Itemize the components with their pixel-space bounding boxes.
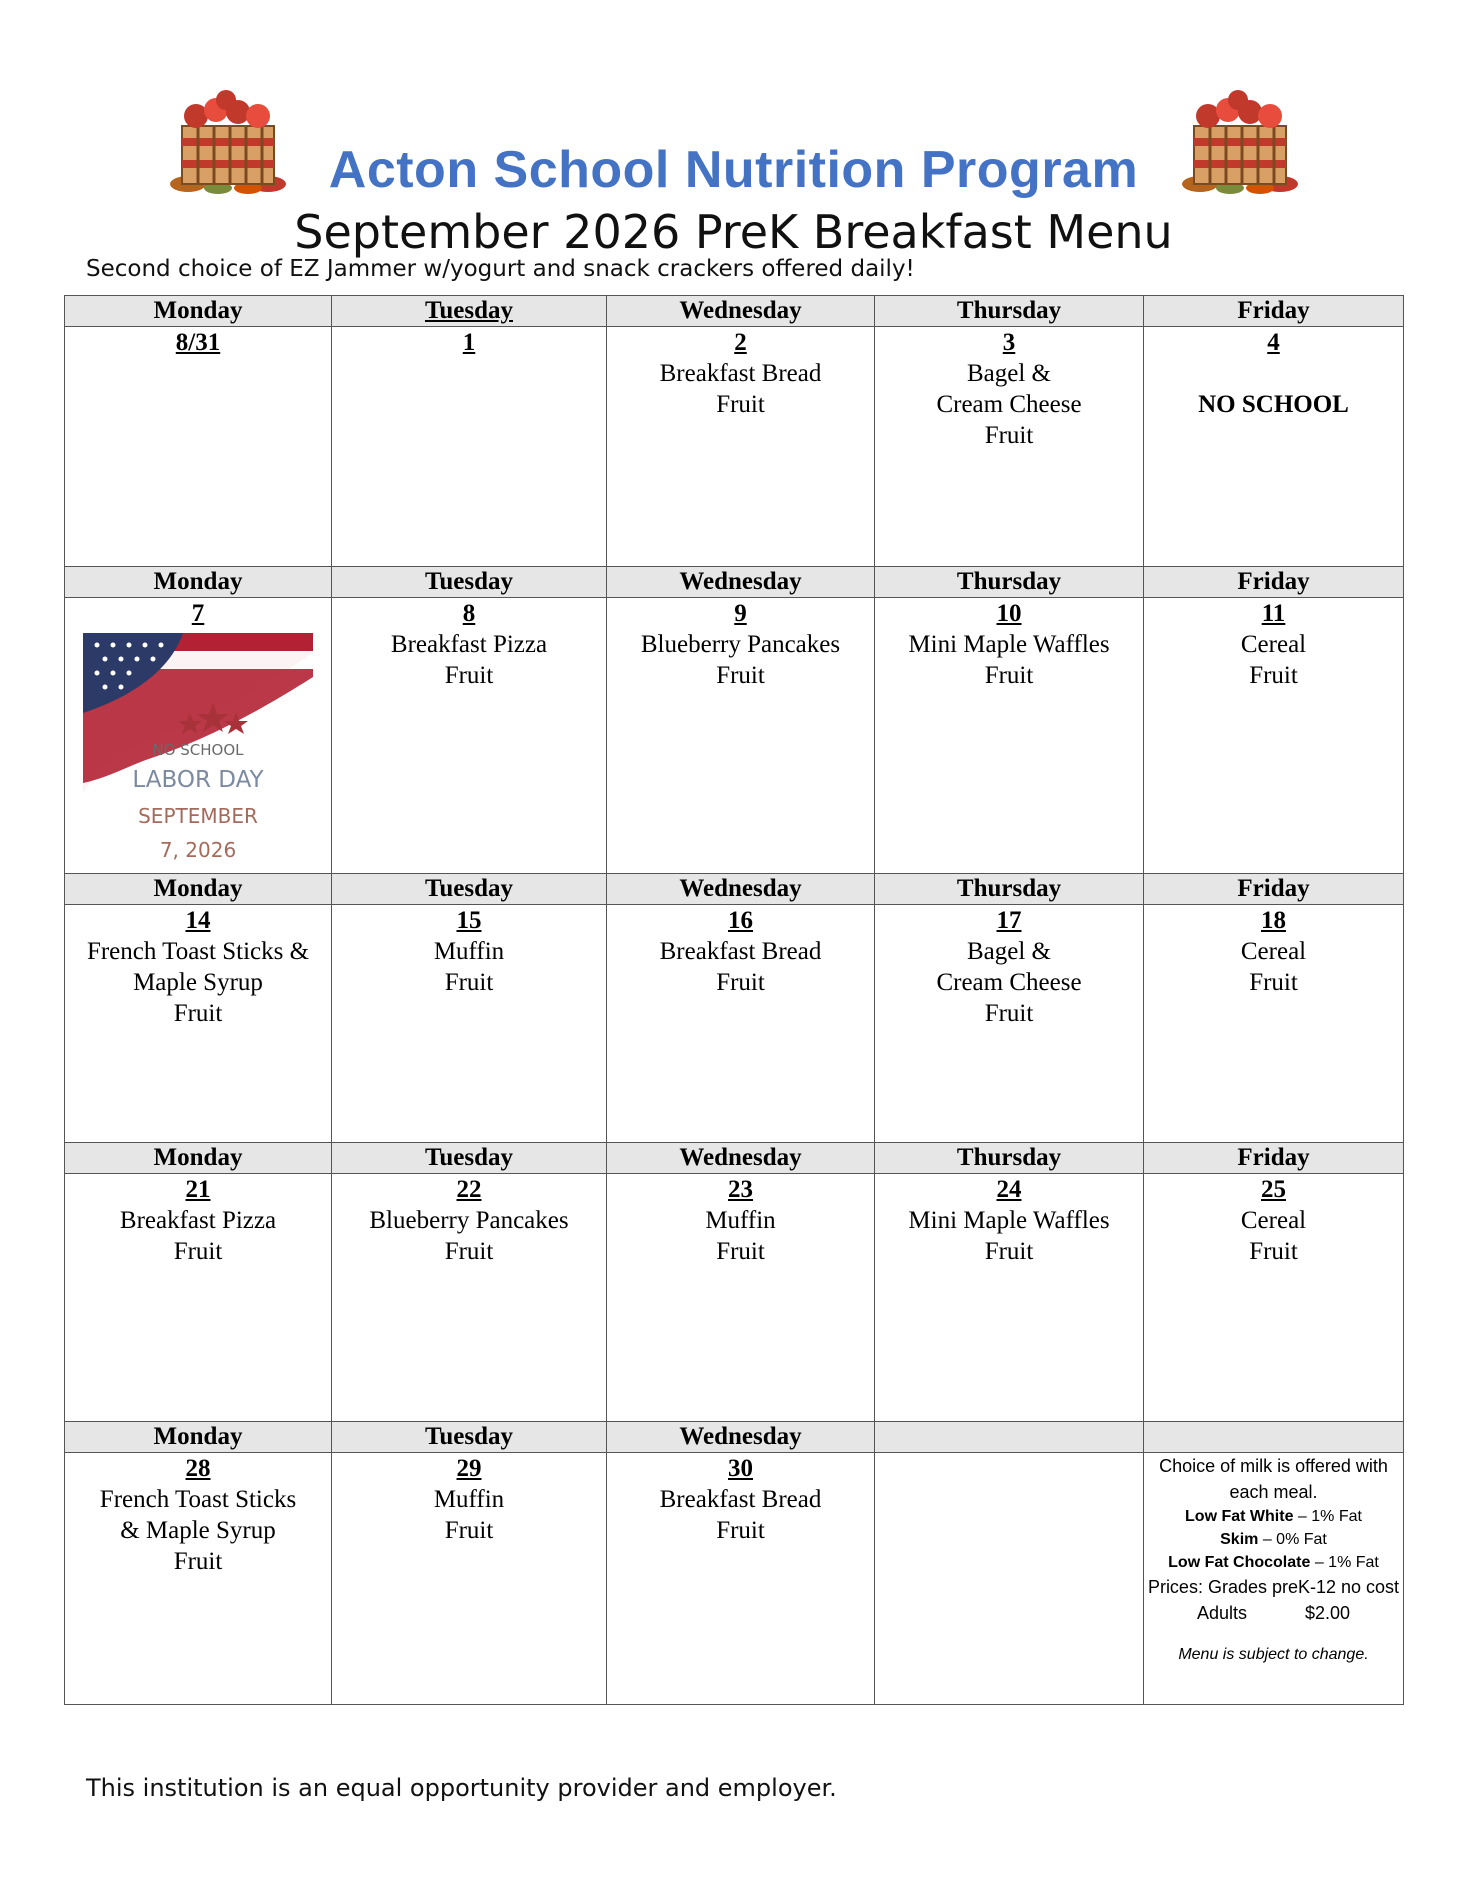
day-cell [1144, 327, 1404, 567]
menu-item: Breakfast Bread [659, 1486, 822, 1513]
menu-item: Muffin [433, 1486, 505, 1513]
week-header-row [65, 296, 1404, 327]
menu-item: Maple Syrup [133, 969, 263, 996]
day-header: Tuesday [332, 1422, 607, 1453]
day-cell [332, 1453, 607, 1705]
day-cell [607, 905, 875, 1143]
day-cell [1144, 1174, 1404, 1422]
menu-item: Muffin [433, 938, 505, 965]
day-cell [65, 1453, 332, 1705]
menu-item: Fruit [1249, 969, 1298, 996]
prices-text: Prices: Grades preK-12 no cost [1147, 1577, 1400, 1597]
week-row [65, 1453, 1404, 1705]
day-cell [875, 598, 1144, 874]
menu-item: Fruit [1249, 662, 1298, 689]
menu-item: Mini Maple Waffles [908, 631, 1110, 658]
week-header-row [65, 567, 1404, 598]
milk-option: Low Fat White – 1% Fat [1185, 1508, 1362, 1525]
menu-item: Cream Cheese [936, 969, 1082, 996]
menu-item: Breakfast Pizza [119, 1207, 277, 1234]
flag-text-labor-day: LABOR DAY [132, 767, 264, 793]
flag-text-no-school: NO SCHOOL [152, 741, 244, 759]
menu-item: Cereal [1240, 631, 1307, 658]
menu-item: Bagel & [966, 360, 1051, 387]
menu-item: Fruit [444, 662, 494, 689]
menu-item: Fruit [1249, 1238, 1298, 1265]
date-number: 16 [728, 907, 753, 934]
date-number: 22 [456, 1176, 482, 1203]
day-header: Wednesday [607, 567, 875, 598]
day-cell [607, 598, 875, 874]
day-header: Tuesday [332, 874, 607, 905]
date-number: 10 [996, 600, 1022, 627]
date-number: 29 [456, 1455, 482, 1482]
menu-item: Fruit [173, 1238, 223, 1265]
menu-item: Fruit [444, 1238, 494, 1265]
week-header-row [65, 1422, 1404, 1453]
date-number: 11 [1261, 600, 1286, 627]
labor-day-image [83, 633, 313, 873]
day-header: Thursday [875, 1143, 1144, 1174]
week-header-row [65, 874, 1404, 905]
menu-item: Fruit [716, 662, 765, 689]
day-cell [65, 327, 332, 567]
day-header: Monday [65, 567, 332, 598]
day-cell [65, 1174, 332, 1422]
day-header: Thursday [875, 567, 1144, 598]
menu-item: French Toast Sticks & [86, 938, 310, 965]
day-cell [332, 598, 607, 874]
menu-item: Fruit [444, 1517, 494, 1544]
day-cell [1144, 905, 1404, 1143]
date-number: 3 [1002, 329, 1016, 356]
flag-text-date: 7, 2026 [159, 838, 237, 862]
day-header: Wednesday [607, 1143, 875, 1174]
day-header: Tuesday [332, 296, 607, 327]
day-header: Friday [1144, 874, 1404, 905]
equal-opportunity-footer: This institution is an equal opportunity provider and employer. [86, 1774, 837, 1802]
menu-item: French Toast Sticks [99, 1486, 297, 1513]
menu-item: Cereal [1240, 1207, 1307, 1234]
menu-item: Fruit [984, 662, 1034, 689]
day-cell [65, 598, 332, 874]
menu-item: Fruit [173, 1000, 223, 1027]
day-cell [332, 905, 607, 1143]
day-cell [332, 327, 607, 567]
menu-title: September 2026 PreK Breakfast Menu [294, 205, 1173, 259]
day-cell [607, 1453, 875, 1705]
org-title: Acton School Nutrition Program [328, 141, 1139, 199]
menu-change-note: Menu is subject to change. [1178, 1646, 1369, 1663]
date-number: 8 [462, 600, 476, 627]
milk-option: Low Fat Chocolate – 1% Fat [1168, 1554, 1379, 1571]
day-cell-empty [875, 1453, 1144, 1705]
day-header: Monday [65, 874, 332, 905]
day-header [875, 1422, 1144, 1453]
day-cell [1144, 598, 1404, 874]
day-cell [875, 1174, 1144, 1422]
date-number: 4 [1267, 329, 1280, 356]
week-row [65, 598, 1404, 874]
day-header: Wednesday [607, 1422, 875, 1453]
menu-item: Fruit [173, 1548, 223, 1575]
subtitle: Second choice of EZ Jammer w/yogurt and snack crackers offered daily! [86, 256, 915, 282]
menu-item: Fruit [716, 969, 765, 996]
date-number: 18 [1261, 907, 1286, 934]
date-number: 2 [734, 329, 747, 356]
day-cell [607, 1174, 875, 1422]
day-header: Tuesday [332, 567, 607, 598]
menu-item: & Maple Syrup [120, 1517, 276, 1544]
date-number: 8/31 [175, 329, 221, 356]
date-number: 28 [185, 1455, 211, 1482]
day-header: Wednesday [607, 296, 875, 327]
menu-item: Breakfast Bread [659, 938, 822, 965]
no-school-note: NO SCHOOL [1198, 391, 1349, 418]
menu-item: Fruit [716, 391, 765, 418]
menu-item: Fruit [984, 1000, 1034, 1027]
menu-item: Fruit [716, 1517, 765, 1544]
milk-price-info [1144, 1453, 1404, 1705]
menu-item: Fruit [984, 422, 1034, 449]
day-cell [875, 905, 1144, 1143]
day-header: Friday [1144, 296, 1404, 327]
day-cell [607, 327, 875, 567]
date-number: 25 [1261, 1176, 1286, 1203]
day-header: Thursday [875, 296, 1144, 327]
date-number: 7 [191, 600, 205, 627]
adults-price: Adults $2.00 [1196, 1603, 1351, 1623]
day-header: Wednesday [607, 874, 875, 905]
flag-text-month: SEPTEMBER [138, 804, 258, 828]
menu-item: Fruit [716, 1238, 765, 1265]
menu-item: Muffin [705, 1207, 776, 1234]
date-number: 15 [456, 907, 482, 934]
menu-item: Fruit [984, 1238, 1034, 1265]
date-number: 24 [996, 1176, 1022, 1203]
menu-item: Cream Cheese [936, 391, 1082, 418]
day-cell [332, 1174, 607, 1422]
week-row [65, 1174, 1404, 1422]
day-header: Tuesday [332, 1143, 607, 1174]
menu-item: Blueberry Pancakes [640, 631, 841, 658]
menu-item: Breakfast Bread [659, 360, 822, 387]
menu-item: Bagel & [966, 938, 1051, 965]
day-header: Monday [65, 296, 332, 327]
milk-intro: Choice of milk is offered with each meal. [1159, 1456, 1388, 1502]
menu-item: Fruit [444, 969, 494, 996]
day-header: Friday [1144, 567, 1404, 598]
date-number: 14 [185, 907, 211, 934]
menu-item: Mini Maple Waffles [908, 1207, 1110, 1234]
day-header [1144, 1422, 1404, 1453]
menu-calendar [64, 295, 1404, 1705]
date-number: 30 [728, 1455, 753, 1482]
milk-option: Skim – 0% Fat [1220, 1531, 1327, 1548]
day-header: Thursday [875, 874, 1144, 905]
week-header-row [65, 1143, 1404, 1174]
week-row [65, 905, 1404, 1143]
date-number: 9 [734, 600, 747, 627]
week-row [65, 327, 1404, 567]
day-header: Monday [65, 1422, 332, 1453]
date-number: 21 [185, 1176, 211, 1203]
date-number: 1 [462, 329, 476, 356]
date-number: 17 [996, 907, 1022, 934]
day-cell [65, 905, 332, 1143]
menu-item: Blueberry Pancakes [369, 1207, 569, 1234]
menu-item: Cereal [1240, 938, 1307, 965]
day-cell [875, 327, 1144, 567]
menu-item: Breakfast Pizza [390, 631, 548, 658]
day-header: Monday [65, 1143, 332, 1174]
date-number: 23 [728, 1176, 753, 1203]
day-header: Friday [1144, 1143, 1404, 1174]
